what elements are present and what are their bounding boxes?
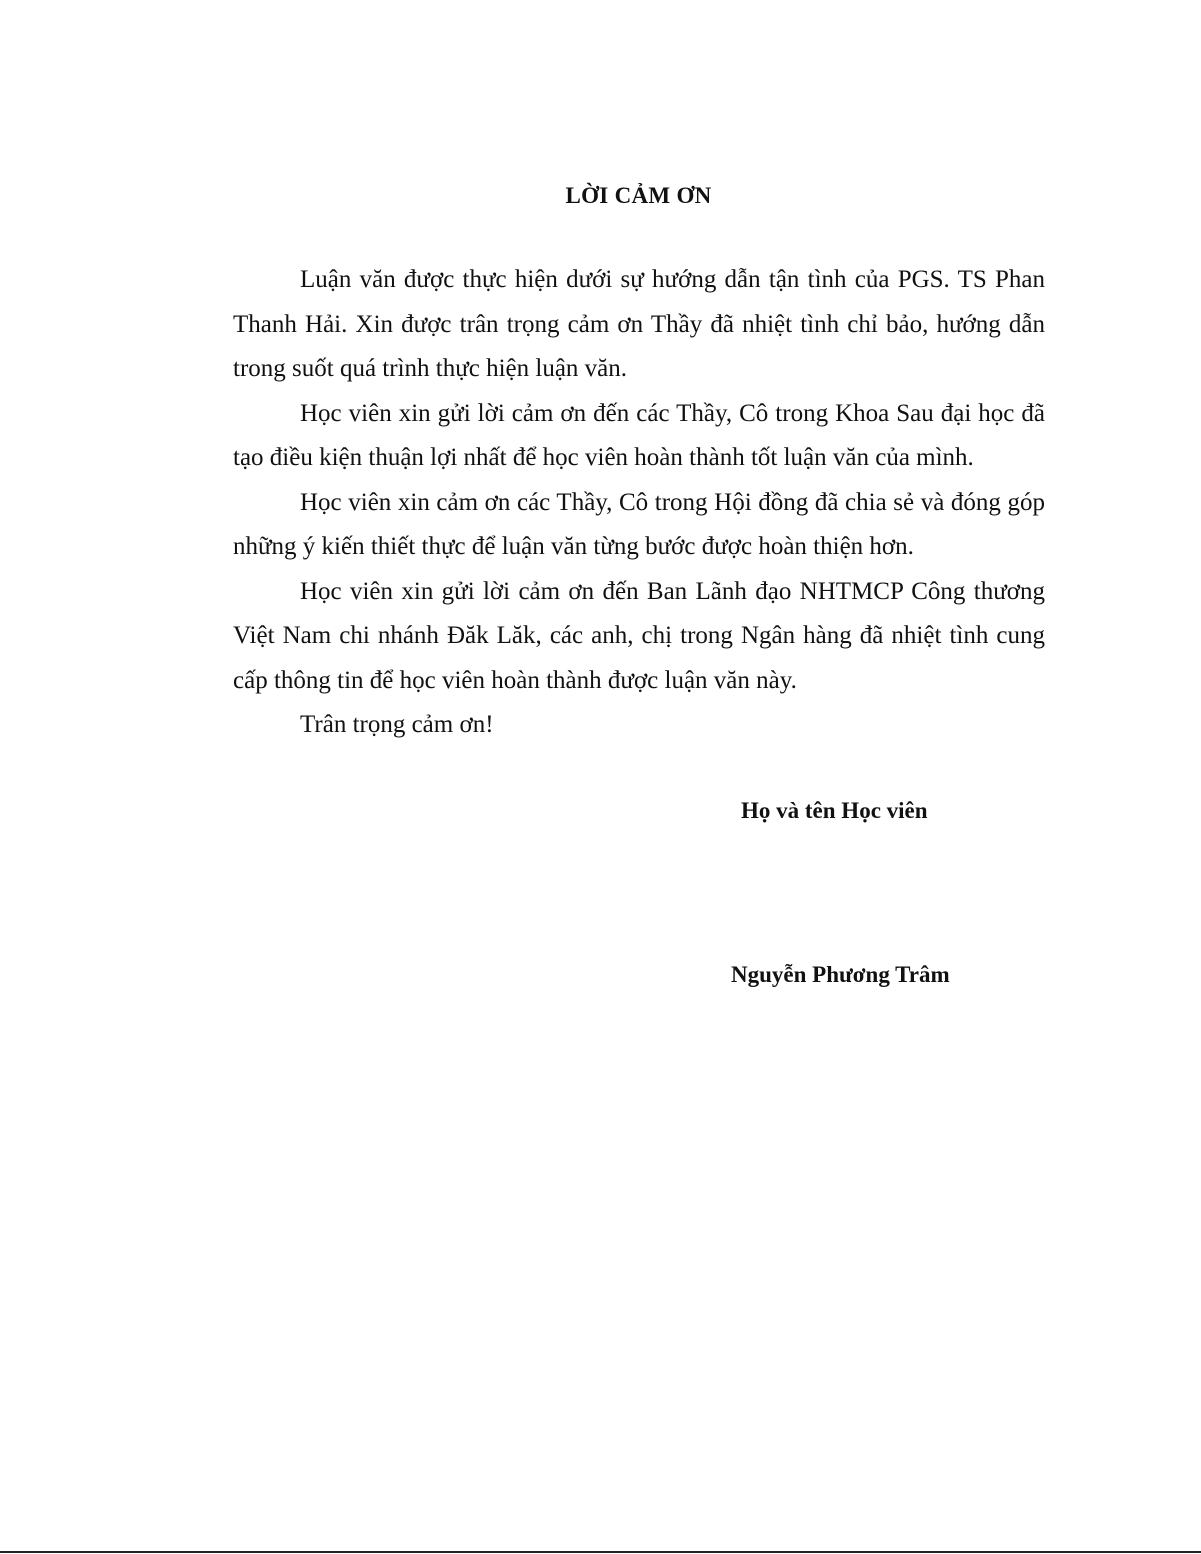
- page-bottom-divider: [0, 1551, 1201, 1553]
- paragraph-bank: Học viên xin gửi lời cảm ơn đến Ban Lãnh đạo NHTMCP Công thương Việt Nam chi nhánh Đăk Lăk, các anh, chị trong Ngân hàng đã nhiệt tình cung cấp thông tin để học viên hoàn thành được luận văn này.: [233, 577, 1045, 694]
- paragraph-council: Học viên xin cảm ơn các Thầy, Cô trong Hội đồng đã chia sẻ và đóng góp những ý kiến thiết thực để luận văn từng bước được hoàn thiện hơn.: [233, 488, 1045, 560]
- signature-role: Họ và tên Học viên: [741, 798, 928, 823]
- page-title: LỜI CẢM ƠN: [565, 183, 712, 208]
- paragraph-closing: Trân trọng cảm ơn!: [300, 711, 494, 738]
- acknowledgement-body: [233, 258, 1045, 748]
- signature-name: Nguyễn Phương Trâm: [731, 962, 950, 987]
- paragraph-advisor: Luận văn được thực hiện dưới sự hướng dẫn tận tình của PGS. TS Phan Thanh Hải. Xin được trân trọng cảm ơn Thầy đã nhiệt tình chỉ bảo, hướng dẫn trong suốt quá trình thực hiện luận văn.: [233, 266, 1045, 382]
- paragraph-faculty: Học viên xin gửi lời cảm ơn đến các Thầy, Cô trong Khoa Sau đại học đã tạo điều kiện thuận lợi nhất để học viên hoàn thành tốt luận văn của mình.: [233, 399, 1045, 471]
